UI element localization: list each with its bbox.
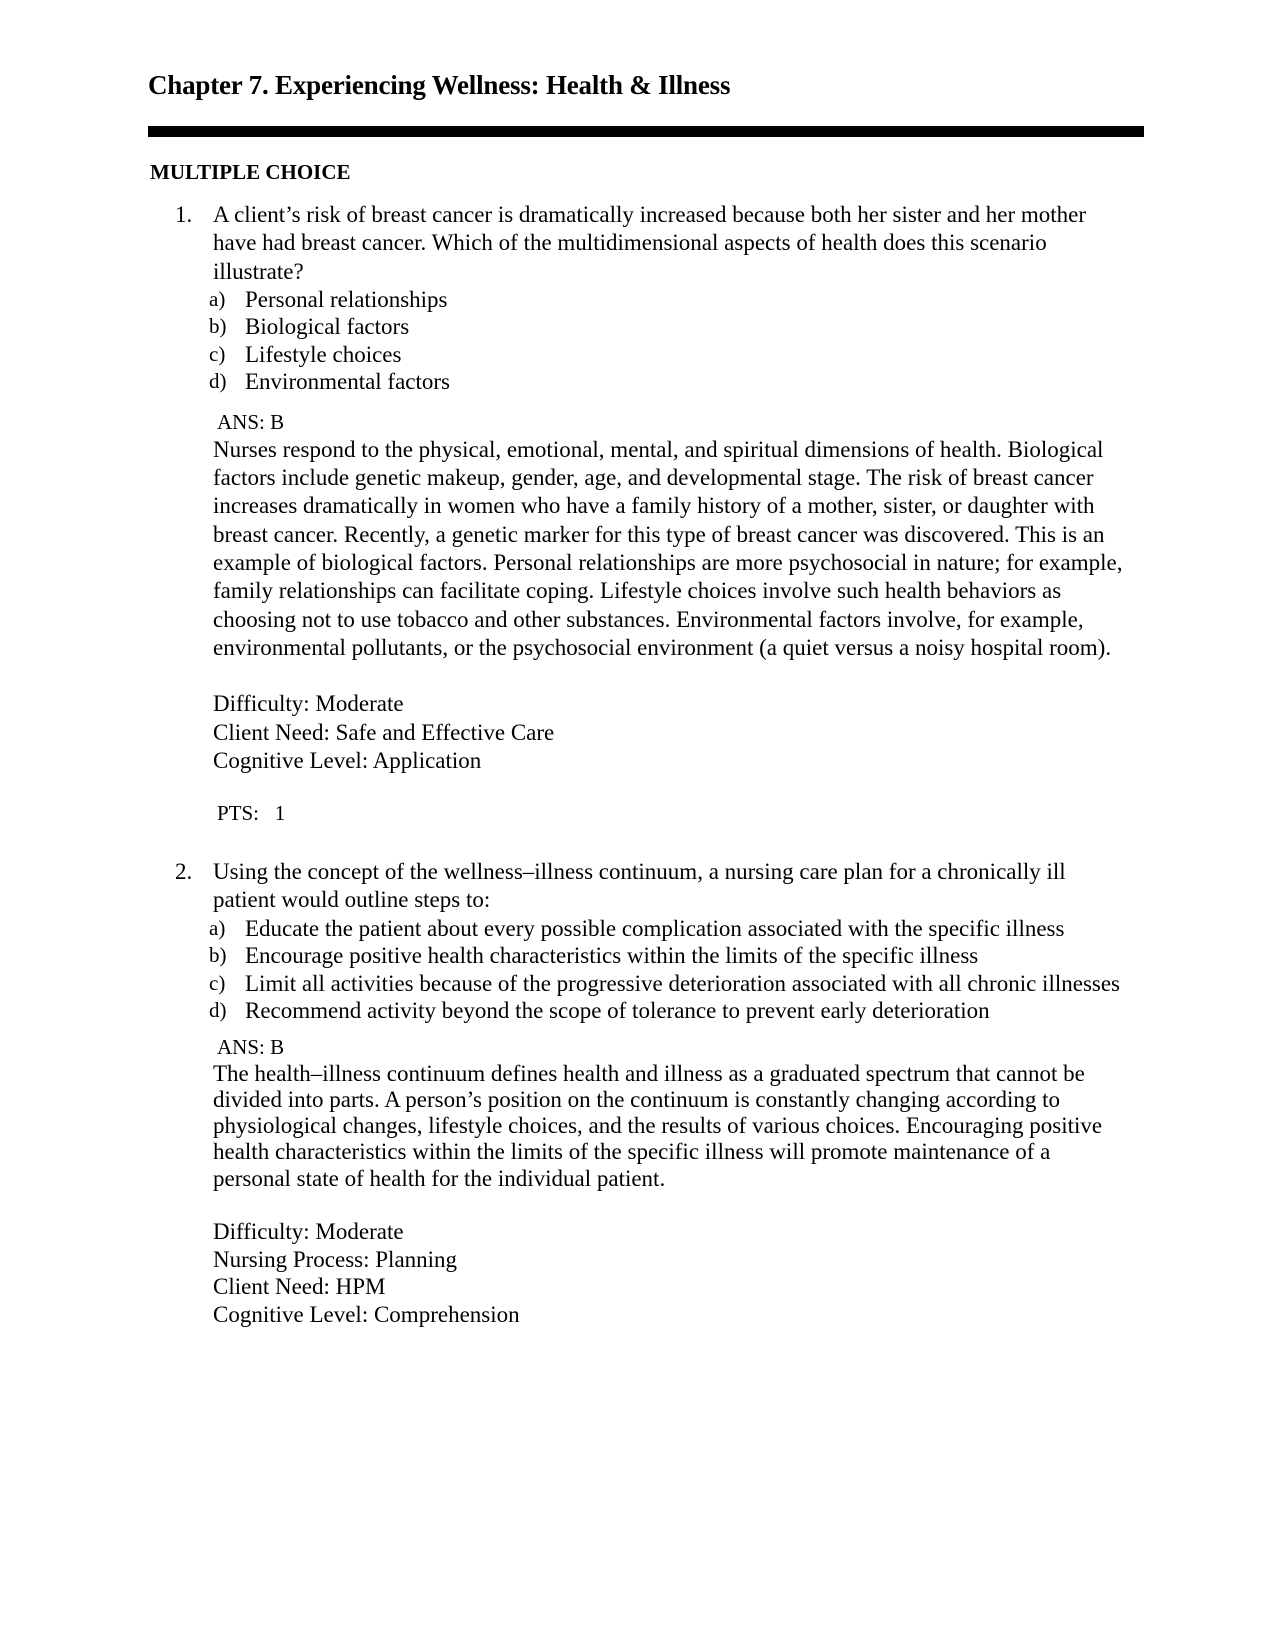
option-letter: a) bbox=[209, 915, 226, 940]
question-stem: A client’s risk of breast cancer is dramatically increased because both her sister and her mother have had breast cancer. Which of the multidimensional aspects of health does this scenario illustrate? bbox=[213, 202, 1087, 284]
option-letter: b) bbox=[209, 943, 227, 968]
option-text: Personal relationships bbox=[245, 286, 448, 312]
option-c bbox=[175, 970, 1135, 998]
section-heading: MULTIPLE CHOICE bbox=[150, 160, 351, 184]
question-2 bbox=[175, 858, 1135, 1328]
option-letter: d) bbox=[209, 369, 227, 394]
client-need: Client Need: HPM bbox=[213, 1274, 386, 1300]
question-meta bbox=[213, 690, 1133, 775]
answer-key: ANS: B bbox=[217, 409, 285, 434]
option-text: Encourage positive health characteristics within the limits of the specific illness bbox=[245, 943, 979, 969]
option-text: Limit all activities because of the progressive deterioration associated with all chronic illnesses bbox=[245, 970, 1120, 996]
option-text: Recommend activity beyond the scope of tolerance to prevent early deterioration bbox=[245, 998, 990, 1024]
question-number: 2. bbox=[175, 859, 193, 884]
option-a bbox=[175, 286, 1135, 314]
difficulty: Difficulty: Moderate bbox=[213, 1219, 404, 1245]
option-a bbox=[175, 915, 1135, 943]
answer-block bbox=[213, 408, 1133, 828]
option-letter: a) bbox=[209, 286, 226, 311]
option-letter: c) bbox=[209, 970, 226, 995]
answer-key: ANS: B bbox=[217, 1034, 285, 1059]
option-d bbox=[175, 368, 1135, 396]
option-c bbox=[175, 341, 1135, 369]
rationale: Nurses respond to the physical, emotional, mental, and spiritual dimensions of health. Biological factors include genetic makeup, gender, age, and developmental stage. The risk of breast cancer increases dramatically in women who have a family history of a mother, sister, or daughter with breast cancer. Recently, a genetic marker for this type of breast cancer was discovered. This is an example of biological factors. Personal relationships are more psychosocial in nature; for example, family relationships can facilitate coping. Lifestyle choices involve such health behaviors as choosing not to use tobacco and other substances. Environmental factors involve, for example, environmental pollutants, or the psychosocial environment (a quiet versus a noisy hospital room). bbox=[213, 436, 1123, 660]
cognitive-level: Cognitive Level: Comprehension bbox=[213, 1301, 520, 1327]
cognitive-level: Cognitive Level: Application bbox=[213, 747, 482, 773]
option-letter: b) bbox=[209, 314, 227, 339]
nursing-process: Nursing Process: Planning bbox=[213, 1246, 458, 1272]
option-text: Environmental factors bbox=[245, 369, 451, 395]
option-text: Lifestyle choices bbox=[245, 341, 402, 367]
option-d bbox=[175, 997, 1135, 1025]
option-letter: d) bbox=[209, 998, 227, 1023]
option-letter: c) bbox=[209, 341, 226, 366]
client-need: Client Need: Safe and Effective Care bbox=[213, 719, 555, 745]
question-stem: Using the concept of the wellness–illness continuum, a nursing care plan for a chronically ill patient would outline steps to: bbox=[213, 859, 1066, 913]
option-text: Educate the patient about every possible complication associated with the specific illness bbox=[245, 915, 1065, 941]
option-b bbox=[175, 313, 1135, 341]
answer-options bbox=[175, 915, 1135, 1025]
question-1 bbox=[175, 201, 1135, 827]
difficulty: Difficulty: Moderate bbox=[213, 691, 404, 717]
answer-block bbox=[213, 1033, 1133, 1328]
option-b bbox=[175, 942, 1135, 970]
question-number: 1. bbox=[175, 202, 193, 227]
answer-options bbox=[175, 286, 1135, 396]
chapter-title: Chapter 7. Experiencing Wellness: Health & Illness bbox=[148, 70, 731, 100]
title-rule bbox=[148, 126, 1144, 137]
points: PTS: 1 bbox=[217, 801, 286, 826]
question-meta bbox=[213, 1218, 1133, 1328]
option-text: Biological factors bbox=[245, 314, 410, 340]
rationale: The health–illness continuum defines health and illness as a graduated spectrum that cannot be divided into parts. A person’s position on the continuum is constantly changing according to physiological changes, lifestyle choices, and the results of various choices. Encouraging positive health characteristics within the limits of the specific illness will promote maintenance of a personal state of health for the individual patient. bbox=[213, 1060, 1103, 1191]
